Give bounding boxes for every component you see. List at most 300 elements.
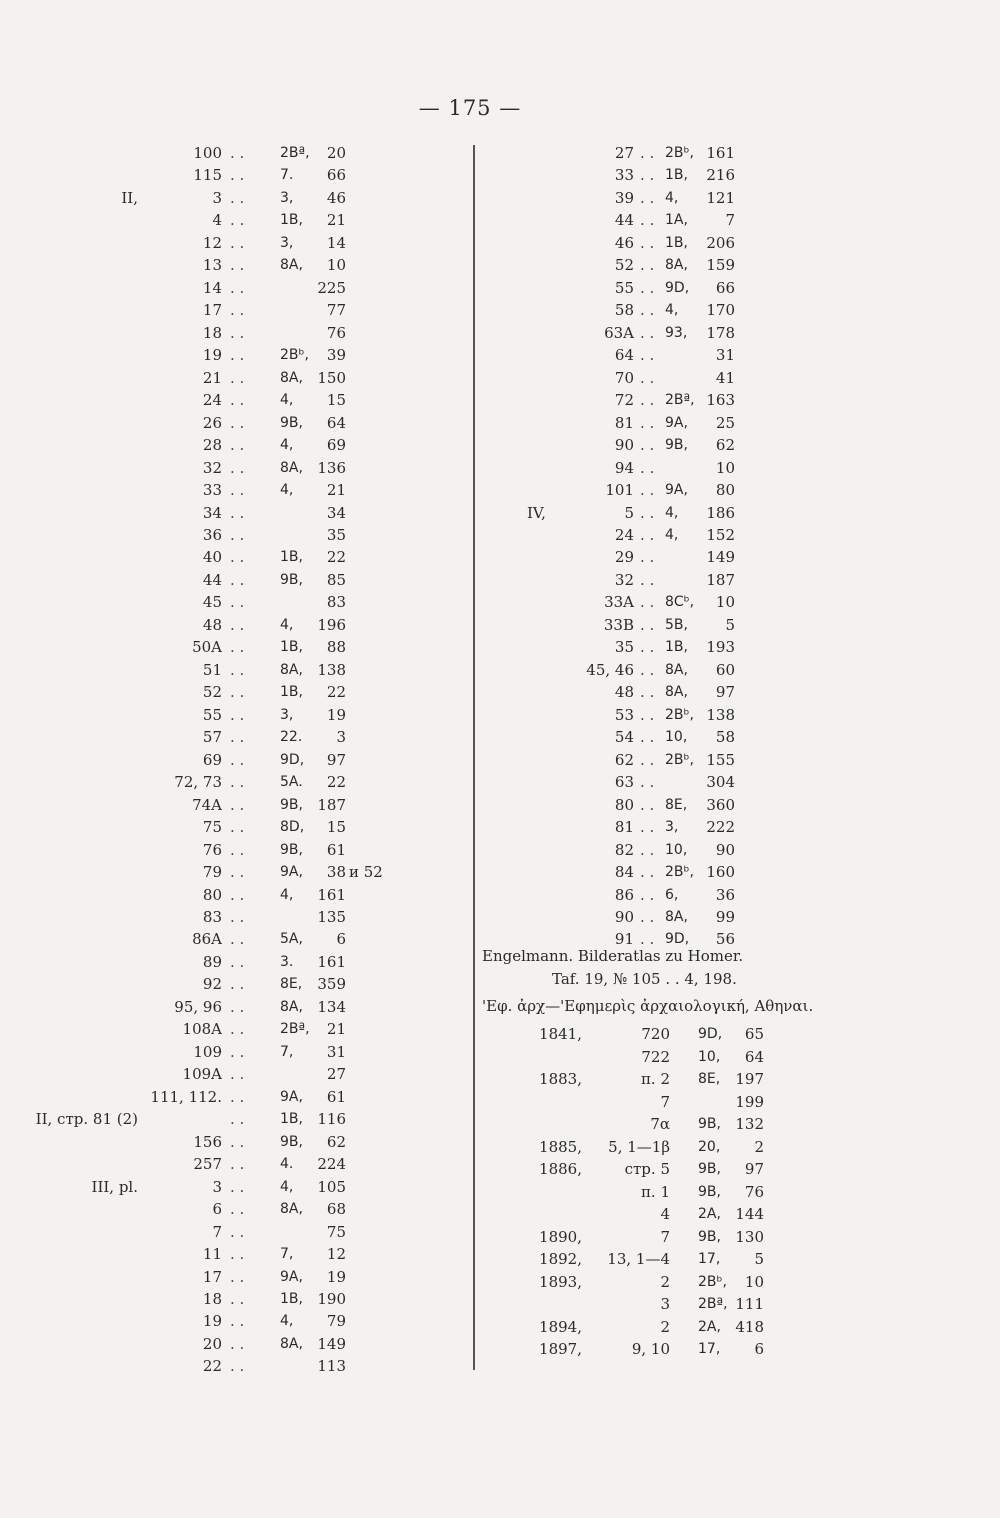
row-prefix: II, xyxy=(121,188,138,207)
row-dots: . . xyxy=(640,907,655,926)
row-value: 19 xyxy=(326,1267,346,1286)
row-number: 36 xyxy=(202,525,222,544)
row-number: 115 xyxy=(193,166,222,185)
row-number: 53 xyxy=(614,705,634,724)
row-number: 3 xyxy=(212,188,222,207)
row-dots: . . xyxy=(640,795,655,814)
table-row xyxy=(0,232,1000,254)
row-reference: 1A, xyxy=(665,212,688,229)
row-reference: 10, xyxy=(665,841,688,858)
row-number: 22 xyxy=(202,1357,222,1376)
row-value: 64 xyxy=(744,1047,764,1066)
table-row xyxy=(0,322,1000,344)
table-row xyxy=(0,164,1000,186)
table-row xyxy=(0,277,1000,299)
row-dots: . . xyxy=(230,1289,245,1308)
row-reference: 10, xyxy=(665,729,688,746)
row-year: 1883, xyxy=(539,1070,582,1088)
row-value: 14 xyxy=(326,233,346,252)
row-reference: 1B, xyxy=(280,549,303,566)
table-row xyxy=(0,704,1000,726)
table-row xyxy=(0,861,1000,883)
row-value: 224 xyxy=(317,1155,346,1174)
row-value: 190 xyxy=(317,1289,346,1308)
row-dots: . . xyxy=(640,391,655,410)
table-row xyxy=(0,412,1000,434)
row-reference: 4. xyxy=(280,1156,294,1173)
row-number: 90 xyxy=(614,907,634,926)
row-value: 149 xyxy=(706,548,735,567)
row-reference: 9B, xyxy=(280,1133,303,1150)
table-row xyxy=(0,614,1000,636)
row-reference: 3, xyxy=(280,234,294,251)
row-reference: 1B, xyxy=(665,639,688,656)
row-number: 17 xyxy=(202,1267,222,1286)
row-dots: . . xyxy=(230,818,245,837)
row-value: 99 xyxy=(715,907,735,926)
row-value: 138 xyxy=(317,660,346,679)
row-number: 40 xyxy=(202,548,222,567)
row-value: 134 xyxy=(317,997,346,1016)
row-number: 82 xyxy=(614,840,634,859)
row-number: 58 xyxy=(614,301,634,320)
row-number: 18 xyxy=(202,323,222,342)
row-value: 360 xyxy=(706,795,735,814)
row-reference: 4, xyxy=(280,1313,294,1330)
row-dots: . . xyxy=(230,593,245,612)
table-row xyxy=(0,816,1000,838)
row-number: 84 xyxy=(614,863,634,882)
row-dots: . . xyxy=(230,233,245,252)
row-dots: . . xyxy=(230,211,245,230)
row-reference: 2Bᵇ, xyxy=(665,706,694,723)
row-reference: 8A, xyxy=(280,1335,303,1352)
row-number: 24 xyxy=(614,525,634,544)
row-reference: 9B, xyxy=(698,1228,721,1245)
row-dots: . . xyxy=(230,1222,245,1241)
row-dots: . . xyxy=(230,323,245,342)
table-row xyxy=(0,1248,1000,1270)
row-number: 45, 46 xyxy=(586,660,634,679)
row-dots: . . xyxy=(230,525,245,544)
row-value: 69 xyxy=(326,436,346,455)
row-number: 4 xyxy=(212,211,222,230)
row-dots: . . xyxy=(640,458,655,477)
table-row xyxy=(0,839,1000,861)
row-number: 101 xyxy=(605,481,634,500)
row-reference: 7. xyxy=(280,167,294,184)
row-reference: 9D, xyxy=(280,751,305,768)
row-value: 22 xyxy=(326,548,346,567)
row-value: 116 xyxy=(317,1110,346,1129)
row-number: 34 xyxy=(202,503,222,522)
row-dots: . . xyxy=(640,885,655,904)
table-row xyxy=(0,1338,1000,1360)
engelmann-heading: Engelmann. Bilderatlas zu Homer. xyxy=(482,947,744,965)
row-reference: 1B, xyxy=(665,234,688,251)
row-reference: 5A. xyxy=(280,774,303,791)
row-number: 74A xyxy=(192,795,222,814)
table-row xyxy=(0,502,1000,524)
row-value: 62 xyxy=(715,436,735,455)
row-dots: . . xyxy=(640,615,655,634)
table-row xyxy=(0,1023,1000,1045)
row-number: 21 xyxy=(202,368,222,387)
row-reference: 2Bᵇ, xyxy=(280,347,309,364)
row-number: 18 xyxy=(202,1289,222,1308)
row-dots: . . xyxy=(230,1245,245,1264)
row-value: 56 xyxy=(715,930,735,949)
row-value: 25 xyxy=(715,413,735,432)
row-reference: 8A, xyxy=(665,684,688,701)
row-reference: 4, xyxy=(665,504,679,521)
row-dots: . . xyxy=(230,728,245,747)
row-value: 83 xyxy=(326,593,346,612)
table-row xyxy=(0,749,1000,771)
row-dots: . . xyxy=(230,795,245,814)
row-dots: . . xyxy=(230,975,245,994)
row-number: 5, 1—1β xyxy=(608,1137,670,1156)
row-number: 32 xyxy=(614,570,634,589)
row-value: 155 xyxy=(706,750,735,769)
row-value: 97 xyxy=(715,683,735,702)
row-number: 48 xyxy=(614,683,634,702)
row-value: 15 xyxy=(326,818,346,837)
row-value: 225 xyxy=(317,278,346,297)
row-value: 15 xyxy=(326,391,346,410)
row-dots: . . xyxy=(230,997,245,1016)
row-dots: . . xyxy=(230,1200,245,1219)
table-row xyxy=(0,1316,1000,1338)
row-number: 55 xyxy=(614,278,634,297)
row-dots: . . xyxy=(230,1357,245,1376)
row-reference: 4, xyxy=(280,437,294,454)
row-number: 81 xyxy=(614,818,634,837)
page-number: — 175 — xyxy=(418,96,522,120)
row-value: 97 xyxy=(326,750,346,769)
table-row xyxy=(0,367,1000,389)
row-dots: . . xyxy=(640,256,655,275)
row-dots: . . xyxy=(640,346,655,365)
engelmann-line: Taf. 19, № 105 . . 4, 198. xyxy=(552,970,737,988)
table-row xyxy=(0,1226,1000,1248)
row-value: 27 xyxy=(326,1065,346,1084)
row-number: 52 xyxy=(202,683,222,702)
row-number: 54 xyxy=(614,728,634,747)
row-reference: 20, xyxy=(698,1138,721,1155)
row-reference: 5A, xyxy=(280,931,303,948)
row-value: 3 xyxy=(336,728,346,747)
row-dots: . . xyxy=(640,548,655,567)
row-reference: 8A, xyxy=(665,257,688,274)
row-value: 61 xyxy=(326,1087,346,1106)
row-dots: . . xyxy=(230,1155,245,1174)
table-row xyxy=(0,1271,1000,1293)
row-value: 88 xyxy=(326,638,346,657)
row-reference: 22. xyxy=(280,729,303,746)
row-value: 138 xyxy=(706,705,735,724)
row-dots: . . xyxy=(230,548,245,567)
row-number: 72 xyxy=(614,391,634,410)
row-reference: 8E, xyxy=(698,1071,721,1087)
row-number: 722 xyxy=(641,1047,670,1066)
row-reference: 2Bª, xyxy=(698,1296,728,1312)
row-number: 12 xyxy=(202,233,222,252)
row-value: 75 xyxy=(326,1222,346,1241)
row-reference: 17, xyxy=(698,1251,721,1267)
row-reference: 3, xyxy=(280,706,294,723)
row-year: 1885, xyxy=(539,1137,582,1156)
row-reference: 2Bᵇ, xyxy=(665,864,694,881)
row-reference: 1B, xyxy=(280,212,303,229)
row-value: 359 xyxy=(317,975,346,994)
row-reference: 1B, xyxy=(280,639,303,656)
table-row xyxy=(0,771,1000,793)
row-dots: . . xyxy=(230,930,245,949)
row-value: 196 xyxy=(317,615,346,634)
row-number: 50A xyxy=(192,638,222,657)
table-row xyxy=(0,1293,1000,1315)
row-dots: . . xyxy=(230,391,245,410)
row-dots: . . xyxy=(230,368,245,387)
row-number: 76 xyxy=(202,840,222,859)
row-dots: . . xyxy=(230,144,245,162)
row-number: 48 xyxy=(202,615,222,634)
row-reference: 8Cᵇ, xyxy=(665,594,695,611)
row-value: 222 xyxy=(706,818,735,837)
row-dots: . . xyxy=(230,1110,245,1129)
row-prefix: IV, xyxy=(527,503,546,522)
row-dots: . . xyxy=(640,638,655,657)
row-dots: . . xyxy=(640,570,655,589)
row-dots: . . xyxy=(230,1087,245,1106)
row-reference: 9B, xyxy=(280,571,303,588)
row-dots: . . xyxy=(640,705,655,724)
row-reference: 2Bª, xyxy=(280,1021,310,1038)
row-value: 199 xyxy=(735,1092,764,1111)
row-reference: 1B, xyxy=(280,684,303,701)
row-value: 39 xyxy=(326,346,346,365)
row-reference: 8A, xyxy=(280,459,303,476)
row-value: 206 xyxy=(706,233,735,252)
row-value: 132 xyxy=(735,1115,764,1133)
row-dots: . . xyxy=(640,773,655,792)
row-value: 10 xyxy=(744,1272,764,1291)
row-dots: . . xyxy=(230,885,245,904)
row-reference: 3, xyxy=(280,189,294,206)
row-dots: . . xyxy=(230,638,245,657)
table-row xyxy=(0,389,1000,411)
row-dots: . . xyxy=(230,570,245,589)
row-value: 10 xyxy=(715,458,735,477)
row-reference: 3, xyxy=(665,819,679,836)
row-value: 144 xyxy=(735,1205,764,1223)
row-number: 28 xyxy=(202,436,222,455)
row-reference: 9A, xyxy=(280,1268,303,1285)
row-dots: . . xyxy=(640,930,655,949)
row-number: 81 xyxy=(614,413,634,432)
row-number: 75 xyxy=(202,818,222,837)
row-number: 11 xyxy=(202,1245,222,1264)
row-reference: 10, xyxy=(698,1048,721,1065)
row-value: 187 xyxy=(317,795,346,814)
row-dots: . . xyxy=(230,278,245,297)
row-number: 5 xyxy=(624,503,634,522)
row-value: 38 xyxy=(326,863,346,882)
row-number: 108A xyxy=(182,1020,222,1039)
row-reference: 9B, xyxy=(698,1161,721,1177)
row-number: 33A xyxy=(604,593,634,612)
row-reference: 9B, xyxy=(665,437,688,454)
row-reference: 17, xyxy=(698,1341,721,1357)
row-number: 89 xyxy=(202,952,222,971)
row-dots: . . xyxy=(230,346,245,365)
row-reference: 4, xyxy=(280,392,294,409)
row-number: 17 xyxy=(202,301,222,320)
row-value: 80 xyxy=(715,481,735,500)
row-value: 161 xyxy=(706,144,735,162)
row-value: 68 xyxy=(326,1200,346,1219)
row-number: 26 xyxy=(202,413,222,432)
row-value: 35 xyxy=(326,525,346,544)
row-reference: 1B, xyxy=(665,167,688,184)
row-dots: . . xyxy=(640,728,655,747)
row-number: 3 xyxy=(212,1177,222,1196)
table-row xyxy=(0,254,1000,276)
row-reference: 5B, xyxy=(665,616,688,633)
row-value: 136 xyxy=(317,458,346,477)
table-row xyxy=(0,457,1000,479)
row-value: 66 xyxy=(715,278,735,297)
row-reference: 6, xyxy=(665,886,679,903)
row-year: 1890, xyxy=(539,1227,582,1246)
row-reference: 9B, xyxy=(280,841,303,858)
row-number: 35 xyxy=(614,638,634,657)
row-number: 100 xyxy=(193,144,222,162)
row-number: 13, 1—4 xyxy=(607,1250,670,1268)
row-number: 79 xyxy=(202,863,222,882)
row-value: 19 xyxy=(326,705,346,724)
row-value: 60 xyxy=(715,660,735,679)
row-reference: 2A, xyxy=(698,1206,721,1222)
row-value: 22 xyxy=(326,683,346,702)
row-prefix: III, pl. xyxy=(91,1177,138,1196)
row-dots: . . xyxy=(640,323,655,342)
row-number: 94 xyxy=(614,458,634,477)
row-dots: . . xyxy=(230,413,245,432)
row-number: 69 xyxy=(202,750,222,769)
row-reference: 2A, xyxy=(698,1318,721,1335)
row-value: 161 xyxy=(317,885,346,904)
row-dots: . . xyxy=(640,211,655,230)
row-number: 7 xyxy=(660,1227,670,1246)
row-value: 170 xyxy=(706,301,735,320)
row-reference: 9A, xyxy=(665,482,688,499)
table-row xyxy=(0,726,1000,748)
row-dots: . . xyxy=(640,278,655,297)
row-value: 2 xyxy=(754,1137,764,1156)
row-dots: . . xyxy=(230,1267,245,1286)
row-reference: 2Bª, xyxy=(665,392,695,409)
row-number: 24 xyxy=(202,391,222,410)
row-value: 36 xyxy=(715,885,735,904)
row-reference: 9B, xyxy=(698,1116,721,1132)
row-number: 156 xyxy=(193,1132,222,1151)
table-row xyxy=(0,344,1000,366)
row-reference: 2Bᵇ, xyxy=(665,751,694,768)
row-reference: 7, xyxy=(280,1043,294,1060)
row-reference: 8A, xyxy=(280,661,303,678)
row-value: 61 xyxy=(326,840,346,859)
row-value: 130 xyxy=(735,1227,764,1246)
row-dots: . . xyxy=(640,413,655,432)
row-value: 12 xyxy=(326,1245,346,1264)
row-value: 197 xyxy=(735,1070,764,1088)
row-reference: 4, xyxy=(665,189,679,206)
row-number: 57 xyxy=(202,728,222,747)
table-row xyxy=(0,681,1000,703)
table-row xyxy=(0,1203,1000,1225)
row-value: 7 xyxy=(725,211,735,230)
row-reference: 8E, xyxy=(280,976,303,993)
table-row xyxy=(0,794,1000,816)
table-row xyxy=(0,524,1000,546)
row-value: 186 xyxy=(706,503,735,522)
row-reference: 4, xyxy=(280,616,294,633)
row-dots: . . xyxy=(640,593,655,612)
row-value: 64 xyxy=(326,413,346,432)
row-value: 113 xyxy=(317,1357,346,1376)
table-row xyxy=(0,591,1000,613)
row-number: 39 xyxy=(614,188,634,207)
table-row xyxy=(0,209,1000,231)
row-value: 97 xyxy=(744,1160,764,1178)
row-year: 1894, xyxy=(539,1317,582,1336)
row-number: 32 xyxy=(202,458,222,477)
row-number: 62 xyxy=(614,750,634,769)
row-reference: 9B, xyxy=(280,796,303,813)
row-dots: . . xyxy=(640,863,655,882)
row-number: 44 xyxy=(202,570,222,589)
row-reference: 8A, xyxy=(665,908,688,925)
row-number: 55 xyxy=(202,705,222,724)
row-number: 33 xyxy=(202,481,222,500)
row-dots: . . xyxy=(640,368,655,387)
row-dots: . . xyxy=(640,750,655,769)
row-number: 63A xyxy=(604,323,634,342)
row-dots: . . xyxy=(230,683,245,702)
row-reference: 9D, xyxy=(698,1026,723,1042)
row-value: 163 xyxy=(706,391,735,410)
row-number: 80 xyxy=(614,795,634,814)
row-number: 46 xyxy=(614,233,634,252)
row-number: 51 xyxy=(202,660,222,679)
row-dots: . . xyxy=(230,1334,245,1353)
row-number: 86A xyxy=(192,930,222,949)
row-dots: . . xyxy=(230,301,245,320)
row-number: 257 xyxy=(193,1155,222,1174)
table-row xyxy=(0,479,1000,501)
row-reference: 7, xyxy=(280,1246,294,1263)
row-reference: 2Bᵇ, xyxy=(698,1273,727,1290)
row-number: 27 xyxy=(614,144,634,162)
row-number: 7α xyxy=(650,1115,670,1133)
row-dots: . . xyxy=(640,188,655,207)
row-number: 2 xyxy=(660,1317,670,1336)
row-value: 58 xyxy=(715,728,735,747)
row-dots: . . xyxy=(230,436,245,455)
row-value: 121 xyxy=(706,188,735,207)
